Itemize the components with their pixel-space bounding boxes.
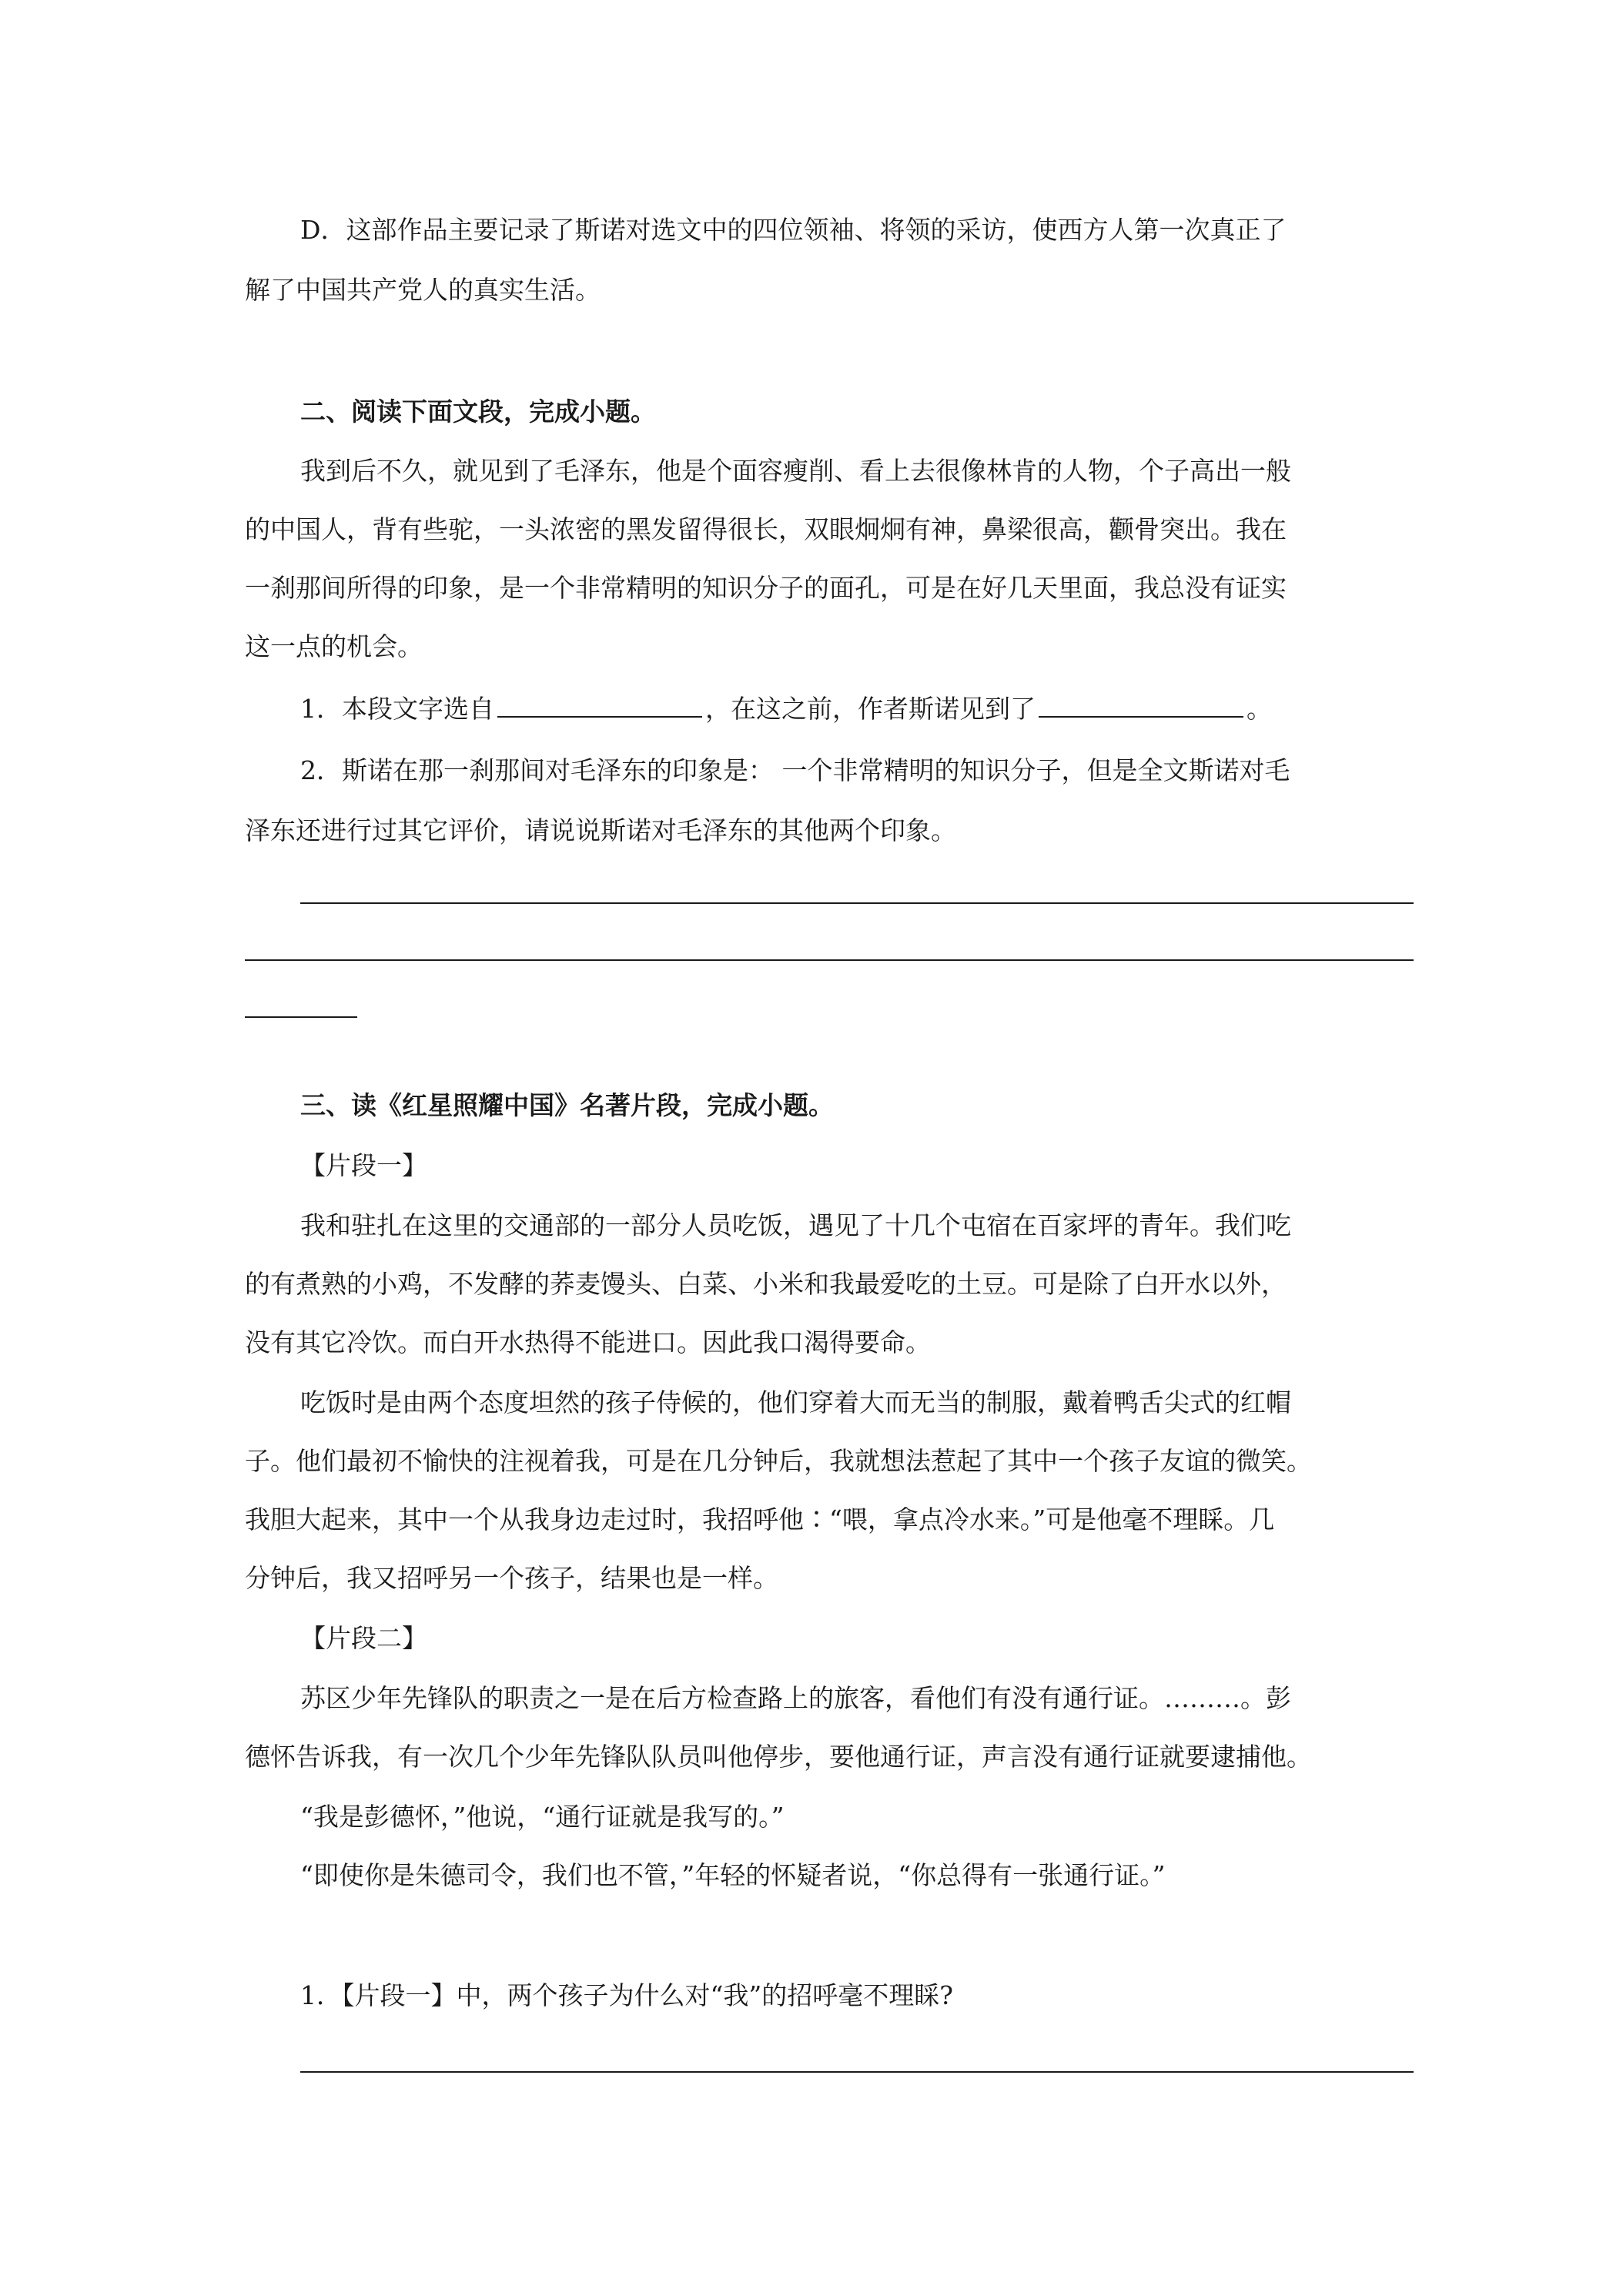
fragment-1-p1-line-3: 没有其它冷饮。而白开水热得不能进口。因此我口渴得要命。 [245,1327,931,1357]
question-2-line-1: 2．斯诺在那一刹那间对毛泽东的印象是： 一个非常精明的知识分子，但是全文斯诺对毛 [300,755,1290,785]
section-3-question-1: 1．【片段一】中，两个孩子为什么对“我”的招呼毫不理睬? [300,1980,953,2010]
option-d-line-1: D．这部作品主要记录了斯诺对选文中的四位领袖、将领的采访，使西方人第一次真正了 [300,215,1287,245]
answer-blank-source[interactable] [497,693,702,718]
option-d-line-2: 解了中国共产党人的真实生活。 [245,275,601,305]
section-2-heading: 二、阅读下面文段，完成小题。 [300,397,656,427]
answer-line-2[interactable] [245,959,1414,961]
fragment-1-label: 【片段一】 [300,1150,427,1180]
fragment-2-quote-2: “即使你是朱德司令，我们也不管，”年轻的怀疑者说，“你总得有一张通行证。” [300,1860,1166,1890]
fragment-2-p1-line-2: 德怀告诉我，有一次几个少年先锋队队员叫他停步，要他通行证，声言没有通行证就要逮捕他。 [245,1742,1312,1772]
fragment-1-p2-line-1: 吃饭时是由两个态度坦然的孩子侍候的，他们穿着大而无当的制服，戴着鸭舌尖式的红帽 [300,1387,1291,1417]
question-1-text-b: ，在这之前，作者斯诺见到了 [705,694,1036,724]
section-2-passage-line-4: 这一点的机会。 [245,631,423,661]
fragment-1-p2-line-3: 我胆大起来，其中一个从我身边走过时，我招呼他∶“喂，拿点冷水来。”可是他毫不理睬。几 [245,1504,1275,1535]
section-3-heading: 三、读《红星照耀中国》名著片段，完成小题。 [300,1090,834,1120]
question-2-line-2: 泽东还进行过其它评价，请说说斯诺对毛泽东的其他两个印象。 [245,815,956,845]
section-2-passage-line-3: 一刹那间所得的印象，是一个非常精明的知识分子的面孔，可是在好几天里面，我总没有证实 [245,573,1287,603]
fragment-1-p1-line-1: 我和驻扎在这里的交通部的一部分人员吃饭，遇见了十几个屯宿在百家坪的青年。我们吃 [300,1210,1291,1240]
fragment-1-p1-line-2: 的有煮熟的小鸡，不发酵的荞麦馒头、白菜、小米和我最爱吃的土豆。可是除了白开水以外， [245,1269,1287,1299]
answer-blank-person[interactable] [1039,693,1243,718]
question-1-line [300,692,1415,726]
answer-line-3[interactable] [245,1016,357,1018]
fragment-1-p2-line-4: 分钟后，我又招呼另一个孩子，结果也是一样。 [245,1563,778,1593]
fragment-2-p1-line-1: 苏区少年先锋队的职责之一是在后方检查路上的旅客，看他们有没有通行证。………。彭 [300,1683,1291,1713]
question-1-text-a: 1．本段文字选自 [300,694,494,724]
fragment-2-quote-1: “我是彭德怀，”他说，“通行证就是我写的。” [300,1802,785,1832]
answer-line-1[interactable] [300,902,1414,904]
question-1-text-c: 。 [1247,694,1272,724]
fragment-2-label: 【片段二】 [300,1623,427,1653]
section-2-passage-line-2: 的中国人，背有些驼，一头浓密的黑发留得很长，双眼炯炯有神，鼻梁很高，颧骨突出。我在 [245,514,1287,544]
section-3-answer-line[interactable] [300,2071,1414,2073]
fragment-1-p2-line-2: 子。他们最初不愉快的注视着我，可是在几分钟后，我就想法惹起了其中一个孩子友谊的微笑。 [245,1446,1312,1476]
section-2-passage-line-1: 我到后不久，就见到了毛泽东，他是个面容瘦削、看上去很像林肯的人物，个子高出一般 [300,456,1291,486]
